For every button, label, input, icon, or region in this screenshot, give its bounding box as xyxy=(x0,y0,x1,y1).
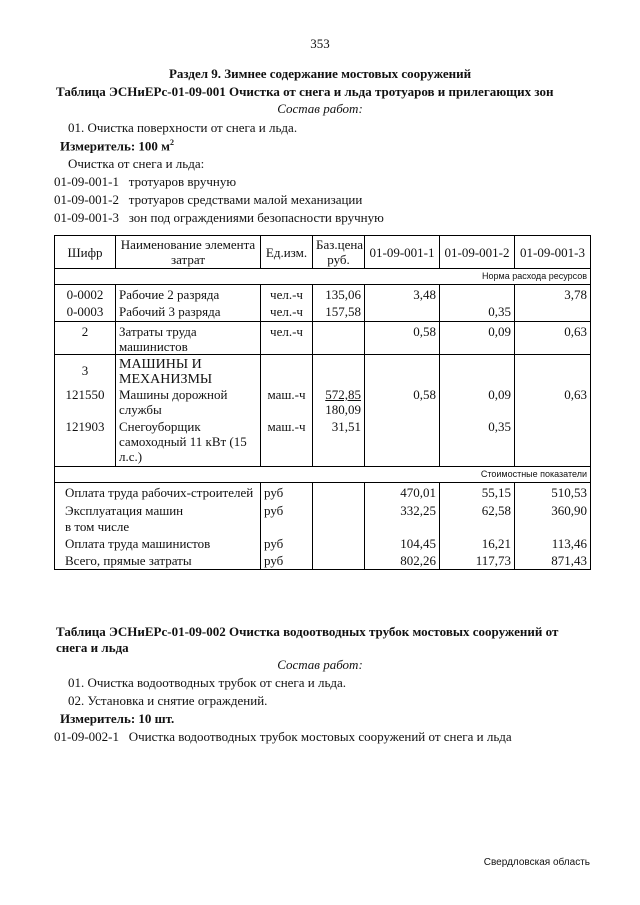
cell-name: Рабочие 2 разряда xyxy=(116,285,261,303)
table1-item-1 xyxy=(54,174,236,190)
norm-label-row xyxy=(55,269,591,285)
cost-v1: 104,45 xyxy=(365,534,440,551)
cost-name: Оплата труда рабочих-строителей xyxy=(55,483,261,501)
cost-v2: 16,21 xyxy=(440,534,515,551)
table2-title-line1: Таблица ЭСНиЕРс-01-09-002 Очистка водоотводных трубок мостовых сооружений от xyxy=(56,624,559,639)
item-code: 01-09-002-1 xyxy=(54,729,119,744)
cell-v3: 0,63 xyxy=(515,387,591,417)
cell-v1 xyxy=(365,417,440,467)
item-text: зон под ограждениями безопасности вручную xyxy=(128,210,384,225)
cost-v1: 332,25 xyxy=(365,500,440,518)
footer-region: Свердловская область xyxy=(483,857,590,868)
header-col1: 01-09-001-1 xyxy=(365,236,440,269)
cost-unit: руб xyxy=(261,534,313,551)
header-col3: 01-09-001-3 xyxy=(515,236,591,269)
cost-label-row xyxy=(55,467,591,483)
table2-work-2: 02. Установка и снятие ограждений. xyxy=(68,693,268,708)
cell-code: 121550 xyxy=(55,387,116,417)
table-row xyxy=(55,534,591,551)
cell-v3: 0,63 xyxy=(515,322,591,355)
cell-v3 xyxy=(515,417,591,467)
page-number: 353 xyxy=(310,36,330,51)
table-row xyxy=(55,355,591,388)
cell-price: 135,06 xyxy=(313,285,365,303)
table-header-row xyxy=(55,236,591,269)
table1-title: Таблица ЭСНиЕРс-01-09-001 Очистка от снега и льда тротуаров и прилегающих зон xyxy=(56,84,554,99)
cell-v2: 0,09 xyxy=(440,322,515,355)
table2-work-1: 01. Очистка водоотводных трубок от снега и льда. xyxy=(68,675,347,690)
cell-price: 31,51 xyxy=(313,417,365,467)
cell-name: МАШИНЫ И МЕХАНИЗМЫ xyxy=(116,355,261,388)
table-row xyxy=(55,417,591,467)
cell-v3: 3,78 xyxy=(515,285,591,303)
table1-work-1: 01. Очистка поверхности от снега и льда. xyxy=(68,120,298,135)
resource-table xyxy=(54,235,591,570)
cost-v3: 871,43 xyxy=(515,551,591,570)
cost-v3: 510,53 xyxy=(515,483,591,501)
cell-v2: 0,35 xyxy=(440,302,515,322)
cell-price: 157,58 xyxy=(313,302,365,322)
cost-name: Эксплуатация машин xyxy=(55,500,261,518)
cell-v2 xyxy=(440,285,515,303)
cell-unit: чел.-ч xyxy=(261,302,313,322)
cost-name: в том числе xyxy=(55,518,261,534)
item-text: тротуаров вручную xyxy=(128,174,237,189)
cell-v1: 0,58 xyxy=(365,322,440,355)
cell-v3 xyxy=(515,302,591,322)
cost-label: Стоимостные показатели xyxy=(55,467,591,483)
item-text: тротуаров средствами малой механизации xyxy=(128,192,363,207)
cell-v1 xyxy=(365,302,440,322)
cost-name: Всего, прямые затраты xyxy=(55,551,261,570)
cell-v1: 3,48 xyxy=(365,285,440,303)
table1-meter-label: Измеритель: 100 м xyxy=(60,138,171,154)
table2-meter: Измеритель: 10 шт. xyxy=(60,711,175,726)
table-row xyxy=(55,285,591,303)
cell-v1: 0,58 xyxy=(365,387,440,417)
cost-unit: руб xyxy=(261,500,313,518)
cell-name: Машины дорожной службы xyxy=(116,387,261,417)
cost-unit: руб xyxy=(261,483,313,501)
table1-meter-sup: 2 xyxy=(170,138,175,147)
table-row xyxy=(55,387,591,417)
cell-price xyxy=(313,387,365,417)
table2-composition-label: Состав работ: xyxy=(277,657,363,672)
cell-unit: чел.-ч xyxy=(261,322,313,355)
cell-unit: чел.-ч xyxy=(261,285,313,303)
cell-code: 0-0002 xyxy=(55,285,116,303)
cost-v2: 62,58 xyxy=(440,500,515,518)
cell-v2: 0,09 xyxy=(440,387,515,417)
cell-code: 3 xyxy=(55,355,116,388)
cell-code: 0-0003 xyxy=(55,302,116,322)
cell-name: Снегоуборщик самоходный 11 кВт (15 л.с.) xyxy=(116,417,261,467)
table1-intro: Очистка от снега и льда: xyxy=(68,156,205,171)
cost-v1: 470,01 xyxy=(365,483,440,501)
cell-name: Рабочий 3 разряда xyxy=(116,302,261,322)
table-row xyxy=(55,483,591,501)
table2-item-1 xyxy=(54,729,512,745)
header-code: Шифр xyxy=(55,236,116,269)
cell-name: Затраты труда машинистов xyxy=(116,322,261,355)
cell-code: 121903 xyxy=(55,417,116,467)
price-a: 572,85 xyxy=(325,387,361,402)
cost-v3: 113,46 xyxy=(515,534,591,551)
section-title: Раздел 9. Зимнее содержание мостовых сооружений xyxy=(168,66,472,81)
table1-meter xyxy=(60,138,174,154)
cost-name: Оплата труда машинистов xyxy=(55,534,261,551)
table1-composition-label: Состав работ: xyxy=(277,101,363,116)
header-unit: Ед.изм. xyxy=(261,236,313,269)
item-code: 01-09-001-2 xyxy=(54,192,119,207)
table2-title-line2: снега и льда xyxy=(56,640,129,655)
cost-unit: руб xyxy=(261,551,313,570)
item-code: 01-09-001-1 xyxy=(54,174,119,189)
header-price: Баз.цена руб. xyxy=(313,236,365,269)
cost-v2: 117,73 xyxy=(440,551,515,570)
item-text: Очистка водоотводных трубок мостовых сооружений от снега и льда xyxy=(128,729,512,744)
cost-v1: 802,26 xyxy=(365,551,440,570)
table-row xyxy=(55,551,591,570)
table-row xyxy=(55,302,591,322)
header-name: Наименование элемента затрат xyxy=(116,236,261,269)
cell-code: 2 xyxy=(55,322,116,355)
table-row xyxy=(55,322,591,355)
cell-unit: маш.-ч xyxy=(261,417,313,467)
cost-v2: 55,15 xyxy=(440,483,515,501)
table1-item-2 xyxy=(54,192,362,208)
price-b: 180,09 xyxy=(325,402,361,417)
cell-v2: 0,35 xyxy=(440,417,515,467)
cell-unit: маш.-ч xyxy=(261,387,313,417)
norm-label: Норма расхода ресурсов xyxy=(55,269,591,285)
table1-item-3 xyxy=(54,210,384,226)
header-col2: 01-09-001-2 xyxy=(440,236,515,269)
item-code: 01-09-001-3 xyxy=(54,210,119,225)
table-row xyxy=(55,518,591,534)
cell-price xyxy=(313,322,365,355)
cost-v3: 360,90 xyxy=(515,500,591,518)
table-row xyxy=(55,500,591,518)
